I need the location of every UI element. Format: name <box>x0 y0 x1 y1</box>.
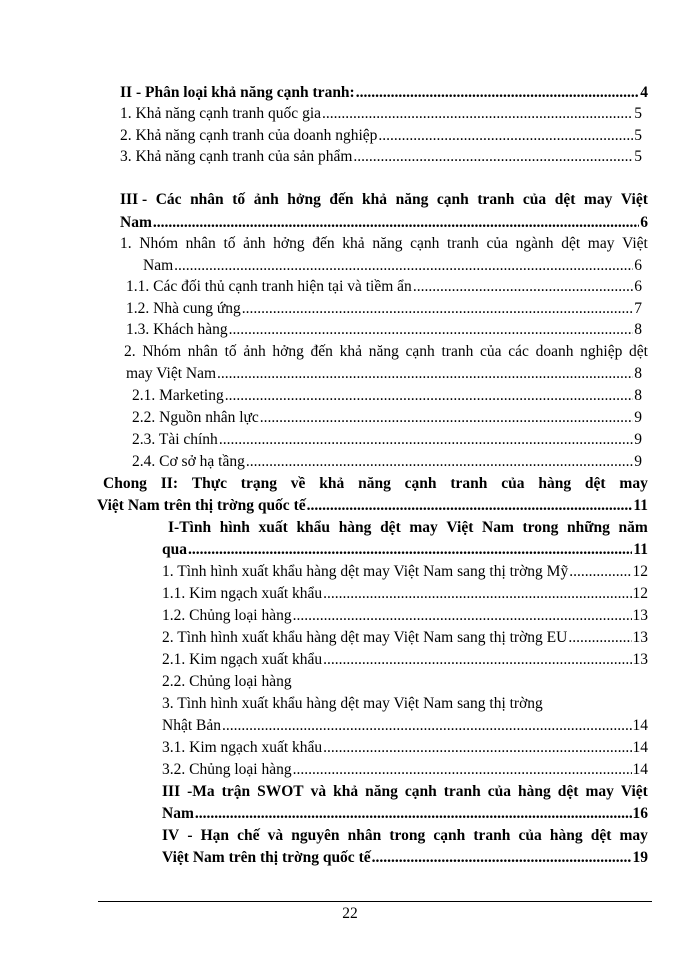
toc-entry <box>132 408 642 428</box>
word: nhân <box>185 235 216 252</box>
word: và <box>310 783 327 800</box>
toc-entry-title: 3.2. Chủng loại hàng <box>162 761 292 778</box>
toc-entry-title: Việt Nam trên thị trờng quốc tế <box>97 497 306 514</box>
toc-entry-title: 2. Khả năng cạnh tranh của doanh nghiệp <box>120 127 378 144</box>
toc-entry-page: 12 <box>632 563 648 580</box>
toc-entry <box>126 299 642 319</box>
word: năng <box>358 475 391 492</box>
toc-entry <box>162 760 648 780</box>
toc-entry <box>162 562 648 582</box>
word: khẩu <box>296 519 331 536</box>
toc-leader <box>219 430 633 450</box>
word: Nhóm <box>139 235 179 252</box>
toc-leader <box>323 650 631 670</box>
word: may <box>619 827 648 844</box>
word: hởng <box>273 235 305 252</box>
word: năng <box>365 783 398 800</box>
word: tranh <box>443 783 481 800</box>
toc-entry-title: Nam <box>143 257 174 274</box>
word: cạnh <box>433 827 466 844</box>
toc-entry-page: 6 <box>634 278 642 295</box>
toc-entry-title: 2.2. Nguồn nhân lực <box>132 409 259 426</box>
word: năm <box>618 519 648 536</box>
word: Các <box>155 191 182 208</box>
toc-leader <box>225 386 634 406</box>
toc-entry-justified <box>168 518 648 538</box>
word: của <box>501 475 525 492</box>
toc-entry-justified <box>162 826 648 846</box>
word: Nam <box>482 519 514 536</box>
toc-entry-page: 11 <box>633 541 648 558</box>
toc-entry-page: 9 <box>634 453 642 470</box>
toc-entry-title: 1.1. Các đối thủ cạnh tranh hiện tại và tiềm ẩn <box>126 278 412 295</box>
word: những <box>567 519 610 536</box>
word: doanh <box>535 343 574 360</box>
toc-entry-page: 13 <box>632 607 648 624</box>
toc-entry-title: qua <box>162 541 187 558</box>
toc-entry <box>132 386 642 406</box>
word: chế <box>237 827 260 844</box>
word: khả <box>333 783 359 800</box>
toc-entry-page: 5 <box>634 105 642 122</box>
toc-entry-page: 11 <box>633 497 648 514</box>
word: III - <box>120 191 148 208</box>
word: II: <box>160 475 178 492</box>
word: Việt <box>446 519 474 536</box>
word: của <box>480 343 502 360</box>
toc-entry <box>162 804 648 824</box>
word: tố <box>232 191 246 208</box>
toc-entry <box>143 256 642 276</box>
toc-entry-title: 1. Tình hình xuất khẩu hàng dệt may Việt Nam sang thị trờng Mỹ <box>162 563 569 580</box>
word: cạnh <box>436 191 469 208</box>
toc-leader <box>322 104 633 124</box>
toc-entry <box>132 452 642 472</box>
word: III <box>162 783 181 800</box>
word: đến <box>329 191 354 208</box>
toc-entry <box>162 650 648 670</box>
toc-entry-title: 2.1. Kim ngạch xuất khẩu <box>162 651 323 668</box>
toc-leader <box>353 147 633 167</box>
word: dệt <box>590 827 612 844</box>
toc-leader <box>569 562 631 582</box>
toc-entry-page: 9 <box>634 431 642 448</box>
word: tranh <box>450 475 488 492</box>
word: IV <box>162 827 180 844</box>
toc-entry-page: 5 <box>634 127 642 144</box>
toc-entry-justified <box>162 782 648 802</box>
toc-entry <box>120 126 642 146</box>
toc-leader <box>413 277 633 297</box>
toc-entry-page: 8 <box>634 387 642 404</box>
toc-leader <box>153 213 639 233</box>
toc-entry <box>162 694 543 714</box>
word: khả <box>319 475 345 492</box>
toc-leader <box>195 804 632 824</box>
word: dệt <box>554 191 576 208</box>
word: hàng <box>549 827 583 844</box>
toc-entry-title: Nam <box>162 805 194 822</box>
word: Nhóm <box>142 343 182 360</box>
toc-entry <box>162 540 648 560</box>
toc-entry-title: Nhật Bản <box>162 717 221 734</box>
word: may <box>619 475 648 492</box>
toc-entry-justified <box>120 234 648 254</box>
toc-entry-page: 14 <box>632 717 648 734</box>
word: cạnh <box>404 783 437 800</box>
toc-entry-page: 13 <box>632 651 648 668</box>
word: và <box>267 827 284 844</box>
toc-entry-page: 8 <box>634 365 642 382</box>
toc-entry <box>126 320 642 340</box>
word: Chong <box>103 475 147 492</box>
toc-entry-title: 1.1. Kim ngạch xuất khẩu <box>162 585 323 602</box>
word: của <box>486 235 509 252</box>
toc-entry <box>162 584 648 604</box>
toc-leader <box>323 584 631 604</box>
toc-entry <box>126 364 642 384</box>
toc-entry-page: 14 <box>632 739 648 756</box>
word: dệt <box>561 235 581 252</box>
toc-entry <box>162 716 648 736</box>
toc-entry-justified <box>124 342 648 362</box>
toc-entry-title: may Việt Nam <box>126 365 217 382</box>
toc-entry <box>120 83 648 103</box>
toc-entry-title: 2.1. Marketing <box>132 387 224 404</box>
toc-entry-page: 13 <box>632 629 648 646</box>
toc-leader <box>217 364 633 384</box>
toc-leader <box>174 256 633 276</box>
toc-leader <box>188 540 632 560</box>
toc-entry <box>162 848 648 868</box>
word: may <box>585 783 614 800</box>
toc-entry-page: 12 <box>632 585 648 602</box>
word: cạnh <box>410 235 440 252</box>
toc-entry-title: 2. Tình hình xuất khẩu hàng dệt may Việt Nam sang thị trờng EU <box>162 629 568 646</box>
word: Việt <box>622 235 648 252</box>
toc-chapter-justified <box>103 474 648 494</box>
word: tranh <box>477 191 515 208</box>
word: khả <box>362 191 388 208</box>
word: ảnh <box>243 235 266 252</box>
word: tranh <box>441 343 474 360</box>
word: dệt <box>584 475 606 492</box>
word: Việt <box>620 783 648 800</box>
toc-entry-title: Nam <box>120 214 152 231</box>
toc-entry <box>162 672 292 692</box>
page-number: 22 <box>342 905 358 922</box>
toc-entry-title: 1.2. Nhà cung ứng <box>126 300 241 317</box>
word: nhân <box>190 191 224 208</box>
word: Thực <box>191 475 227 492</box>
word: của <box>487 783 512 800</box>
toc-leader <box>323 738 631 758</box>
toc-entry <box>120 104 642 124</box>
toc-entry-page: 16 <box>632 805 648 822</box>
word: Hạn <box>200 827 230 844</box>
word: nhân <box>347 827 382 844</box>
word: tranh <box>447 235 479 252</box>
word: khả <box>342 235 365 252</box>
word: hởng <box>272 343 304 360</box>
toc-leader <box>293 606 632 626</box>
toc-leader <box>378 126 633 146</box>
word: của <box>522 191 547 208</box>
toc-leader <box>229 320 634 340</box>
toc-entry-title: 2.4. Cơ sở hạ tầng <box>132 453 245 470</box>
toc-leader <box>242 299 634 319</box>
toc-leader <box>372 848 632 868</box>
word: dệt <box>380 519 401 536</box>
toc-entry-title: II - Phân loại khả năng cạnh tranh: <box>120 84 355 101</box>
toc-entry <box>162 738 648 758</box>
word: ảnh <box>243 343 266 360</box>
toc-entry-page: 9 <box>634 409 642 426</box>
word: -Ma <box>187 783 215 800</box>
word: hình <box>219 519 250 536</box>
toc-entry-page: 6 <box>640 214 648 231</box>
toc-entry-justified <box>120 190 648 210</box>
word: cạnh <box>405 343 435 360</box>
word: trạng <box>240 475 277 492</box>
toc-entry-title: 1.2. Chủng loại hàng <box>162 607 292 624</box>
toc-leader <box>568 628 631 648</box>
word: năng <box>372 235 403 252</box>
toc-entry-title: 3. Khả năng cạnh tranh của sản phẩm <box>120 148 353 165</box>
word: Việt <box>620 191 648 208</box>
word: may <box>409 519 438 536</box>
toc-entry-title: Việt Nam trên thị trờng quốc tế <box>162 849 371 866</box>
word: nghiệp <box>580 343 623 360</box>
word: dệt <box>557 783 579 800</box>
word: cạnh <box>404 475 437 492</box>
footer-divider <box>98 901 652 902</box>
word: khả <box>339 343 363 360</box>
toc-entry <box>162 628 648 648</box>
toc-entry-title: 1.3. Khách hàng <box>126 321 228 338</box>
word: dệt <box>629 343 648 360</box>
word: SWOT <box>257 783 304 800</box>
toc-entry-title: 2.3. Tài chính <box>132 431 218 448</box>
word: - <box>187 827 193 844</box>
toc-entry-page: 14 <box>632 761 648 778</box>
word: ảnh <box>253 191 279 208</box>
toc-entry-page: 19 <box>632 849 648 866</box>
word: xuất <box>258 519 288 536</box>
toc-entry-page: 5 <box>634 148 642 165</box>
word: trận <box>221 783 251 800</box>
word: hàng <box>518 783 551 800</box>
word: hàng <box>338 519 372 536</box>
toc-entry <box>126 277 642 297</box>
word: nhân <box>187 343 218 360</box>
word: hởng <box>287 191 321 208</box>
toc-leader <box>307 496 633 516</box>
toc-entry-title: 3.1. Kim ngạch xuất khẩu <box>162 739 323 756</box>
toc-leader <box>222 716 632 736</box>
word: ngành <box>515 235 554 252</box>
word: hàng <box>538 475 572 492</box>
toc-entry <box>120 147 642 167</box>
word: năng <box>368 343 399 360</box>
toc-entry <box>162 606 648 626</box>
toc-entry-page: 8 <box>634 321 642 338</box>
word: 2. <box>124 343 136 360</box>
word: đến <box>310 343 333 360</box>
word: của <box>518 827 542 844</box>
toc-leader <box>356 83 640 103</box>
toc-leader <box>260 408 633 428</box>
word: tố <box>224 343 237 360</box>
toc-entry-page: 6 <box>634 257 642 274</box>
toc-chapter <box>97 496 648 516</box>
word: đến <box>312 235 335 252</box>
toc-entry <box>120 213 648 233</box>
word: về <box>290 475 306 492</box>
word: trong <box>522 519 559 536</box>
toc-entry-page: 7 <box>634 300 642 317</box>
toc-leader <box>293 760 632 780</box>
word: năng <box>395 191 429 208</box>
word: may <box>583 191 613 208</box>
toc-entry-title: 2.2. Chủng loại hàng <box>162 673 292 690</box>
word: các <box>508 343 529 360</box>
word: I-Tình <box>168 519 212 536</box>
word: tranh <box>473 827 511 844</box>
word: trong <box>389 827 426 844</box>
word: may <box>587 235 615 252</box>
toc-entry-title: 3. Tình hình xuất khẩu hàng dệt may Việt Nam sang thị trờng <box>162 695 543 712</box>
word: 1. <box>120 235 132 252</box>
word: nguyên <box>291 827 340 844</box>
toc-entry <box>132 430 642 450</box>
word: tố <box>223 235 236 252</box>
toc-leader <box>246 452 633 472</box>
toc-entry-title: 1. Khả năng cạnh tranh quốc gia <box>120 105 322 122</box>
toc-entry-page: 4 <box>640 84 648 101</box>
